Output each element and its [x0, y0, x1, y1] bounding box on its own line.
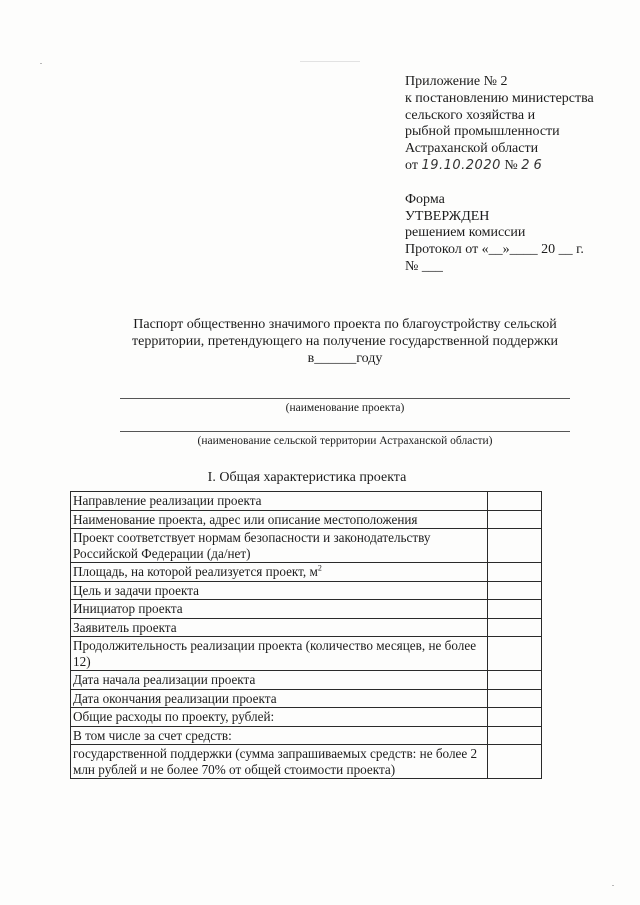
- row-value: [487, 671, 541, 690]
- section-title: I. Общая характеристика проекта: [207, 470, 407, 485]
- territory-name-rule: [120, 431, 570, 432]
- row-value: [487, 745, 541, 779]
- number-prefix: №: [504, 157, 518, 173]
- row-label: Дата начала реализации проекта: [71, 671, 488, 690]
- row-value: [487, 581, 541, 600]
- document-title: [100, 316, 590, 367]
- row-value: [487, 600, 541, 619]
- title-line: Паспорт общественно значимого проекта по благоустройству сельской: [133, 317, 557, 332]
- row-value: [487, 618, 541, 637]
- approved-label: УТВЕРЖДЕН: [405, 208, 490, 224]
- table-row: [71, 637, 542, 671]
- territory-name-caption: (наименование сельской территории Астраханской области): [197, 435, 493, 447]
- row-value: [487, 689, 541, 708]
- title-line: территории, претендующего на получение государственной поддержки: [132, 334, 558, 349]
- table-row: [71, 563, 542, 582]
- row-value: [487, 637, 541, 671]
- table-row: [71, 492, 542, 511]
- protocol-line: Протокол от «__»____ 20 __ г.: [405, 242, 584, 258]
- table-row: [71, 600, 542, 619]
- table-row: [71, 618, 542, 637]
- row-label-area: [71, 563, 488, 582]
- area-label: Площадь, на которой реализуется проект, м: [73, 564, 318, 579]
- project-name-caption: (наименование проекта): [285, 402, 405, 414]
- appendix-date-line: [405, 158, 630, 175]
- handwritten-date: 19.10.2020: [421, 157, 501, 173]
- protocol-number: № ___: [405, 258, 443, 274]
- table-row: [71, 581, 542, 600]
- table-row: [71, 529, 542, 563]
- row-label: Направление реализации проекта: [71, 492, 488, 511]
- scan-artifact: [40, 63, 42, 64]
- scan-artifact: [612, 885, 614, 886]
- row-label: Проект соответствует нормам безопасности и законодательству Российской Федерации (да/нет): [71, 529, 488, 563]
- row-label: государственной поддержки (сумма запрашиваемых средств: не более 2 млн рублей и не более 70% от общей стоимости проекта): [71, 745, 488, 779]
- title-line: в______году: [307, 351, 383, 366]
- row-label: Дата окончания реализации проекта: [71, 689, 488, 708]
- appendix-line: рыбной промышленности: [405, 124, 560, 140]
- form-label: Форма: [405, 191, 445, 207]
- row-label: Заявитель проекта: [71, 618, 488, 637]
- table-row: [71, 726, 542, 745]
- row-label: Инициатор проекта: [71, 600, 488, 619]
- row-value: [487, 492, 541, 511]
- row-label: Цель и задачи проекта: [71, 581, 488, 600]
- appendix-line: к постановлению министерства: [405, 90, 594, 106]
- row-label: Наименование проекта, адрес или описание местоположения: [71, 510, 488, 529]
- row-value: [487, 708, 541, 727]
- row-value: [487, 510, 541, 529]
- project-characteristics-table: [70, 491, 542, 779]
- table-row: [71, 708, 542, 727]
- row-label: Продолжительность реализации проекта (количество месяцев, не более 12): [71, 637, 488, 671]
- area-unit-exponent: 2: [317, 563, 322, 573]
- row-label: В том числе за счет средств:: [71, 726, 488, 745]
- table-row: [71, 671, 542, 690]
- table-row: [71, 510, 542, 529]
- table-row: [71, 689, 542, 708]
- appendix-line: сельского хозяйства и: [405, 107, 536, 123]
- approved-by: решением комиссии: [405, 225, 526, 241]
- date-prefix: от: [405, 157, 418, 173]
- project-name-rule: [120, 398, 570, 399]
- appendix-line: Астраханской области: [405, 141, 539, 157]
- appendix-header: [405, 74, 630, 276]
- row-value: [487, 563, 541, 582]
- handwritten-number: 26: [521, 157, 546, 173]
- table-row: [71, 745, 542, 779]
- row-value: [487, 529, 541, 563]
- appendix-number: Приложение № 2: [405, 74, 508, 89]
- scan-artifact: [300, 61, 360, 62]
- row-label: Общие расходы по проекту, рублей:: [71, 708, 488, 727]
- row-value: [487, 726, 541, 745]
